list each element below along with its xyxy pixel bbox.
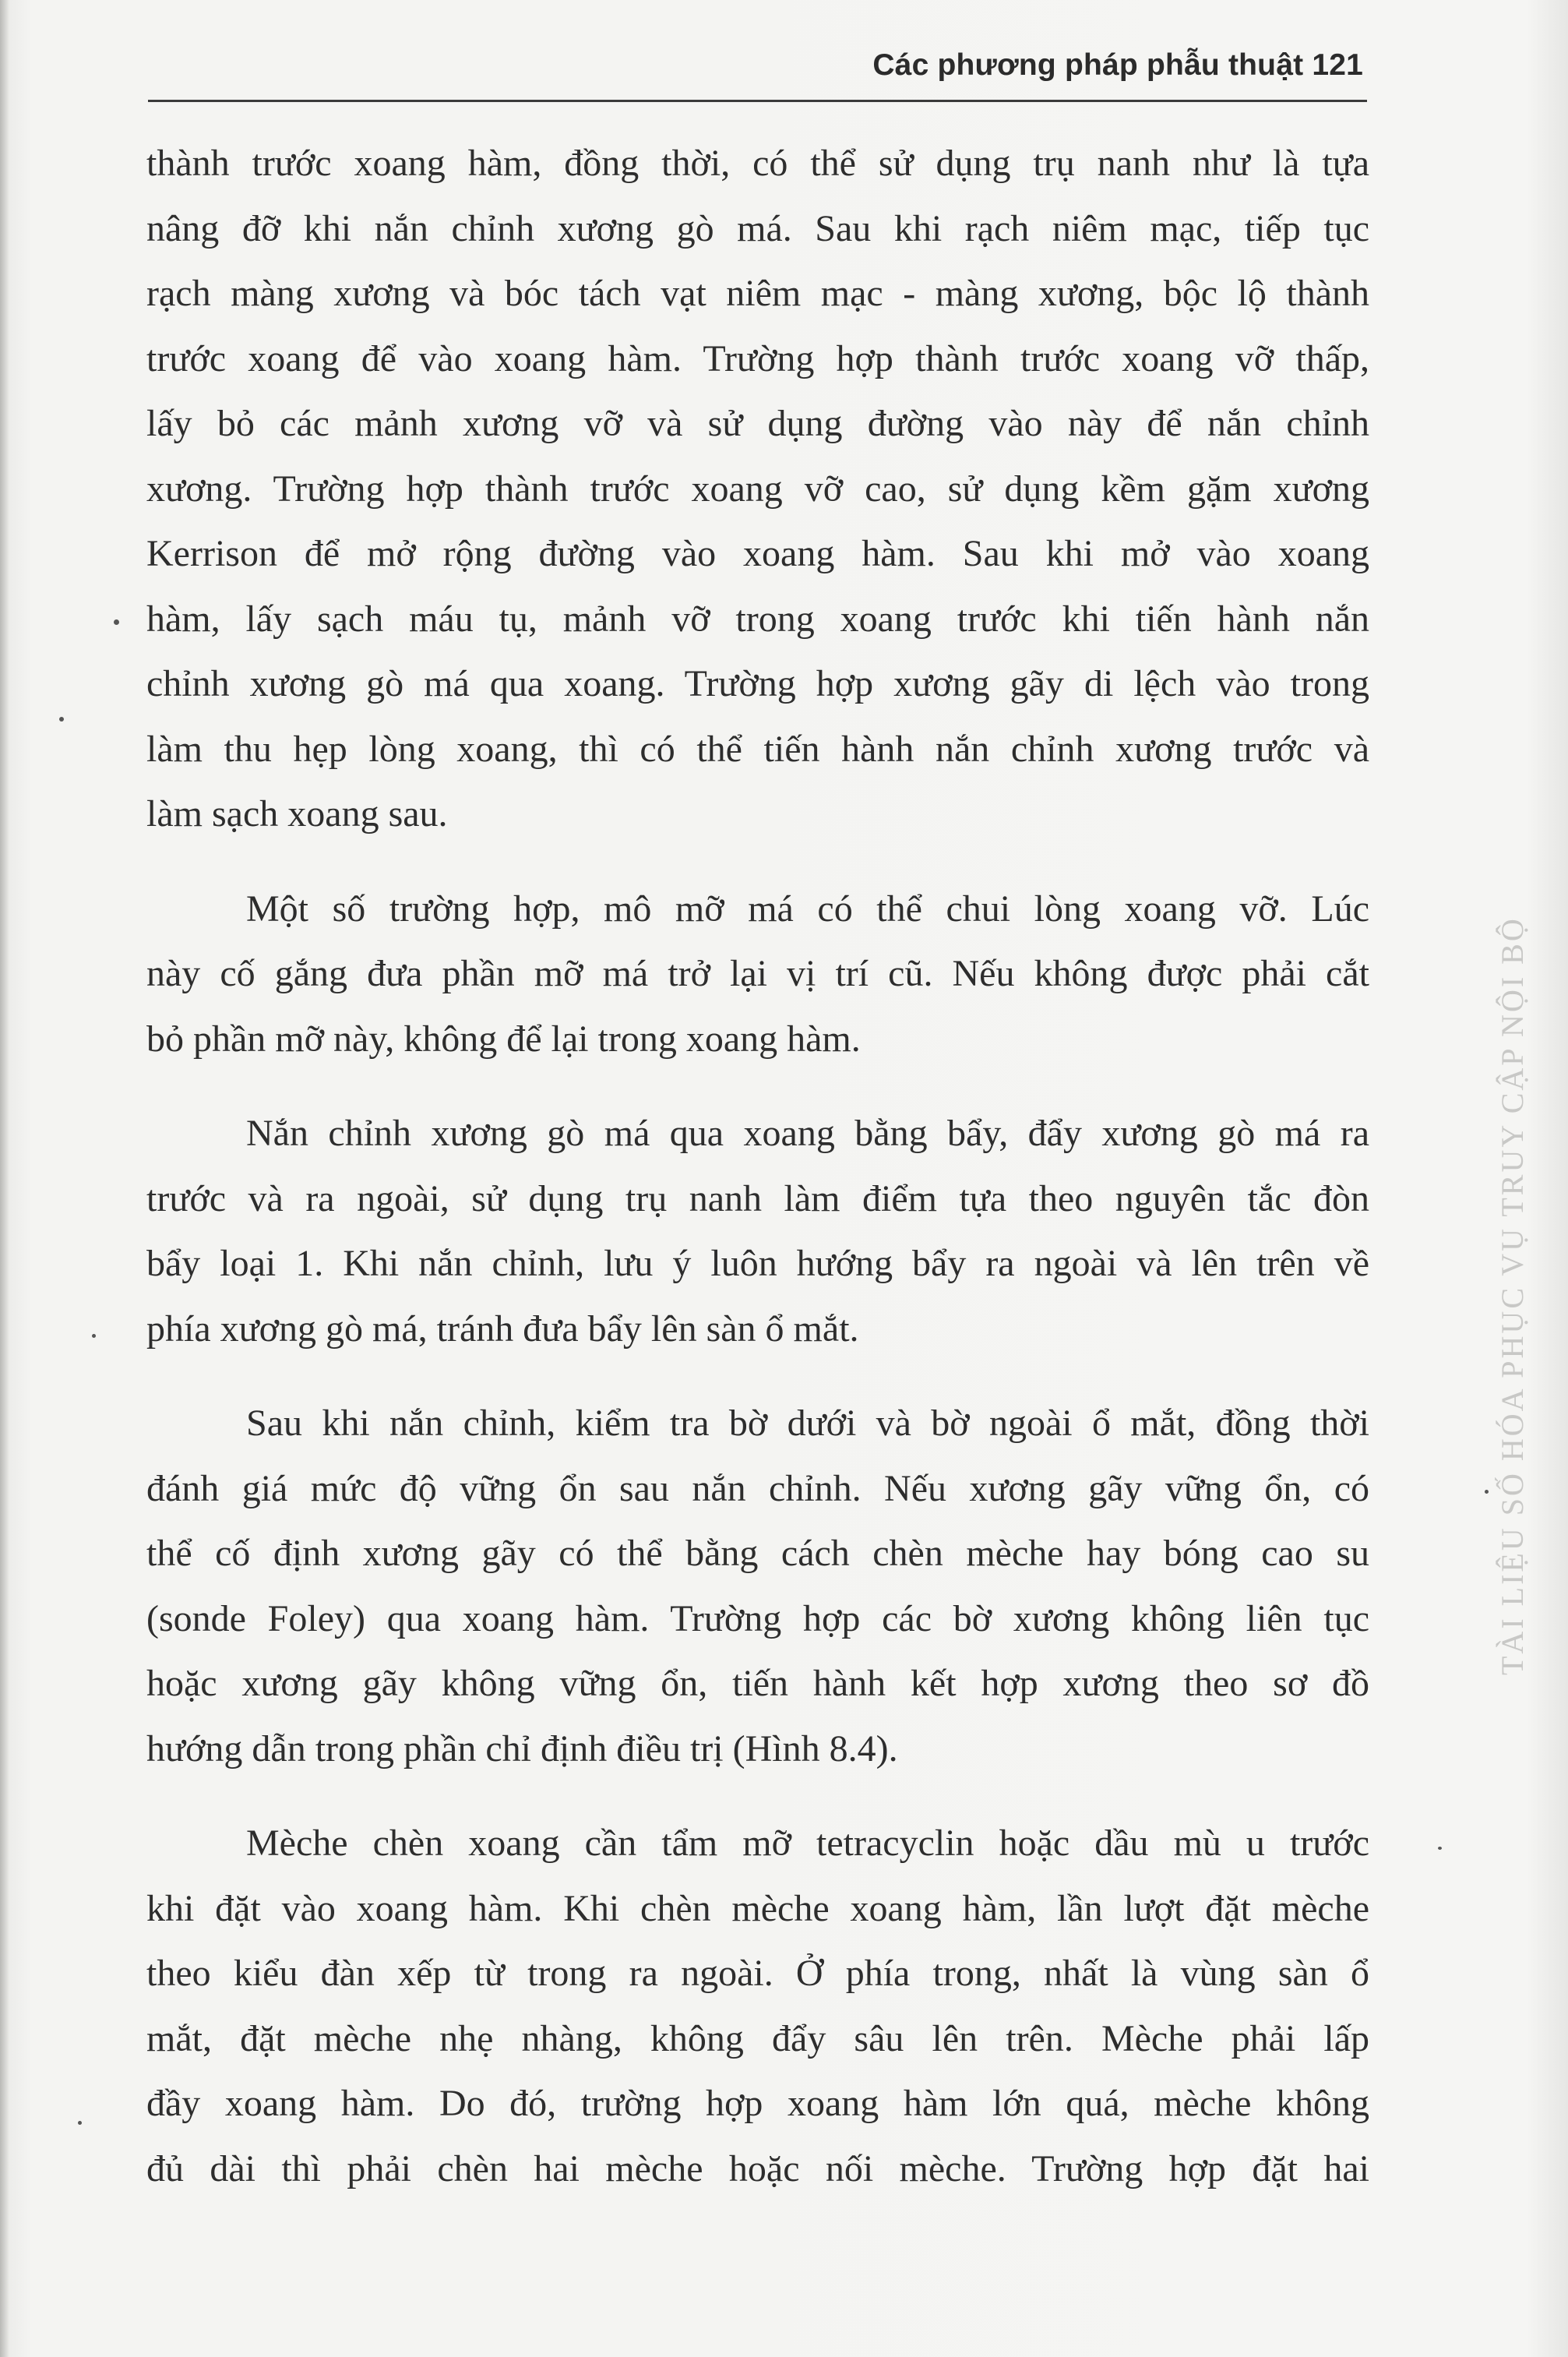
- paragraph-5: [146, 1811, 1369, 2201]
- text-line: khi đặt vào xoang hàm. Khi chèn mèche xoang hàm, lần lượt đặt mèche: [146, 1887, 1369, 1929]
- paragraph-3: [146, 1101, 1369, 1361]
- vertical-watermark: TÀI LIỆU SỐ HÓA PHỤC VỤ TRUY CẬP NỘI BỘ: [1495, 916, 1530, 1675]
- scan-speck: [92, 1334, 96, 1338]
- scan-speck: [78, 2121, 82, 2125]
- text-line: làm thu hẹp lòng xoang, thì có thể tiến hành nắn chỉnh xương trước và: [146, 728, 1369, 770]
- text-line: trước và ra ngoài, sử dụng trụ nanh làm điểm tựa theo nguyên tắc đòn: [146, 1177, 1369, 1219]
- scan-speck: [1485, 1490, 1489, 1494]
- body-text: [146, 131, 1369, 2201]
- text-line: rạch màng xương và bóc tách vạt niêm mạc - màng xương, bộc lộ thành: [146, 273, 1369, 314]
- text-line: đầy xoang hàm. Do đó, trường hợp xoang hàm lớn quá, mèche không: [146, 2083, 1369, 2124]
- text-line: thành trước xoang hàm, đồng thời, có thể sử dụng trụ nanh như là tựa: [146, 143, 1369, 184]
- running-header: [0, 48, 1363, 95]
- text-line: hàm, lấy sạch máu tụ, mảnh vỡ trong xoang trước khi tiến hành nắn: [146, 598, 1369, 640]
- text-line: bỏ phần mỡ này, không để lại trong xoang hàm.: [146, 1018, 861, 1060]
- text-line: Một số trường hợp, mô mỡ má có thể chui lòng xoang vỡ. Lúc: [246, 887, 1369, 930]
- text-line: phía xương gò má, tránh đưa bẩy lên sàn ổ mắt.: [146, 1307, 859, 1350]
- text-line: xương. Trường hợp thành trước xoang vỡ cao, sử dụng kềm gặm xương: [146, 468, 1369, 510]
- text-line: Kerrison để mở rộng đường vào xoang hàm. Sau khi mở vào xoang: [146, 533, 1369, 574]
- text-line: Mèche chèn xoang cần tẩm mỡ tetracyclin hoặc dầu mù u trước: [246, 1822, 1369, 1864]
- text-line: hướng dẫn trong phần chỉ định điều trị (Hình 8.4).: [146, 1727, 898, 1770]
- paragraph-2: [146, 877, 1369, 1072]
- text-line: thể cố định xương gãy có thể bằng cách chèn mèche hay bóng cao su: [146, 1533, 1369, 1574]
- text-line: lấy bỏ các mảnh xương vỡ và sử dụng đường vào này để nắn chỉnh: [146, 403, 1369, 444]
- text-line: (sonde Foley) qua xoang hàm. Trường hợp các bờ xương không liên tục: [146, 1597, 1369, 1639]
- text-line: Nắn chỉnh xương gò má qua xoang bằng bẩy, đẩy xương gò má ra: [246, 1113, 1369, 1154]
- text-line: Sau khi nắn chỉnh, kiểm tra bờ dưới và bờ ngoài ổ mắt, đồng thời: [246, 1403, 1369, 1444]
- header-title: Các phương pháp phẫu thuật 121: [872, 48, 1363, 82]
- text-line: đánh giá mức độ vững ổn sau nắn chỉnh. Nếu xương gãy vững ổn, có: [146, 1467, 1369, 1509]
- text-line: đủ dài thì phải chèn hai mèche hoặc nối mèche. Trường hợp đặt hai: [146, 2147, 1369, 2189]
- binding-shadow: [0, 0, 9, 2357]
- text-line: theo kiểu đàn xếp từ trong ra ngoài. Ở phía trong, nhất là vùng sàn ổ: [146, 1953, 1369, 1994]
- paragraph-4: [146, 1391, 1369, 1781]
- header-rule: [148, 100, 1367, 102]
- text-line: bẩy loại 1. Khi nắn chỉnh, lưu ý luôn hướng bẩy ra ngoài và lên trên về: [146, 1243, 1369, 1284]
- text-line: làm sạch xoang sau.: [146, 793, 448, 834]
- text-line: mắt, đặt mèche nhẹ nhàng, không đẩy sâu lên trên. Mèche phải lấp: [146, 2017, 1369, 2059]
- paragraph-1: [146, 131, 1369, 847]
- text-line: chỉnh xương gò má qua xoang. Trường hợp xương gãy di lệch vào trong: [146, 663, 1369, 704]
- text-line: hoặc xương gãy không vững ổn, tiến hành kết hợp xương theo sơ đồ: [146, 1663, 1369, 1704]
- scan-speck: [1438, 1847, 1442, 1850]
- text-line: trước xoang để vào xoang hàm. Trường hợp thành trước xoang vỡ thấp,: [146, 337, 1369, 379]
- scan-speck: [114, 619, 119, 625]
- text-line: nâng đỡ khi nắn chỉnh xương gò má. Sau khi rạch niêm mạc, tiếp tục: [146, 207, 1369, 249]
- scan-speck: [59, 717, 64, 722]
- text-line: này cố gắng đưa phần mỡ má trở lại vị trí cũ. Nếu không được phải cắt: [146, 953, 1369, 994]
